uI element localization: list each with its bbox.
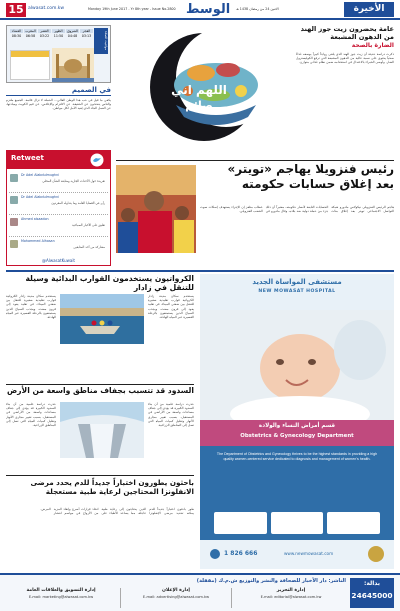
venezuela-photo: [116, 165, 196, 253]
dam-headline-block: [6, 384, 194, 398]
hijri-date: الاثنين 24 من رمضان 1438 هـ: [236, 7, 279, 11]
croatia-headline: الكرواتيون يستخدمون القوارب البدائية وسيلة للتنقل في زادار: [25, 274, 194, 292]
footer-dept-title: إدارة التسويق والعلاقات العامة: [26, 588, 96, 593]
illustration-line1: اللهم اني: [171, 83, 227, 97]
footer-dept-email[interactable]: E-mail: marketing@alwasat.com.kw: [28, 595, 94, 599]
weather-heading: في الصميم: [6, 86, 111, 96]
footer-dept-email[interactable]: E-mail: advertising@alwasat.com.kw: [142, 595, 210, 599]
ad-body-en: The Department of Obstetrics and Gynecology thrives to be the highest standards in providing a high quality women-centered service dedicated to diagnosis and management of women's health.: [216, 452, 378, 461]
dam-headline: السدود قد تتسبب بجفاف مناطق واسعة من الأرض: [6, 386, 194, 395]
ads-phone[interactable]: 24645000: [351, 591, 393, 600]
hospital-name-ar: مستشفى المواساة الجديد: [252, 278, 342, 286]
retweet-title: Retweet: [11, 154, 44, 162]
footer-dept-title: إدارة التحرير: [276, 588, 306, 593]
prayer-time: 06:58: [25, 34, 36, 38]
tweet-item[interactable]: [9, 171, 108, 193]
ad-web[interactable]: www.newmowasat.com: [284, 551, 334, 556]
sun-icon: [11, 51, 49, 57]
ramadan-illustration: [116, 25, 292, 155]
top-story-subhead: الضارة بالصحة: [351, 42, 394, 49]
prayer-box: [6, 25, 111, 83]
site-url[interactable]: alwasat.com.kw: [28, 6, 65, 11]
prayer-header: العشاء: [11, 29, 21, 33]
ads-label: بدالة:: [363, 580, 381, 587]
tweet-item[interactable]: [9, 237, 108, 259]
service-badge: [214, 512, 267, 534]
tweet-item[interactable]: [9, 193, 108, 215]
tweet-item[interactable]: [9, 215, 108, 237]
prayer-header: الظهر: [52, 29, 65, 33]
croatia-body: يستخدم سكان مدينة زادار الكرواتية قوارب تقليدية صغيرة للتنقل بين ضفتي الميناء، في تقليد يعود إلى قرون مضت، ويجذب السياح الذين يستمتعون بالرحلة القصيرة عبر المياه الهادئة.: [148, 294, 194, 320]
publisher-line: الناشر: دار الأخبار للصحافة والنشر والتوزيع ش.م.ك (مقفلة): [196, 578, 346, 584]
section-tab: الأخيرة: [344, 2, 394, 17]
prayer-time: 03:13: [81, 34, 92, 38]
weather-mini: [10, 50, 50, 80]
footer-dept: [6, 588, 116, 608]
hospital-ad[interactable]: [200, 274, 394, 569]
dept-name-ar: قسم أمراض النساء والولادة: [258, 423, 336, 429]
illustration-line2: صائم: [185, 99, 213, 112]
tweet-user[interactable]: Mohammed Alhasan: [21, 239, 55, 243]
prayer-header: الشروق: [67, 29, 78, 33]
top-story-body: ذكرت دراسة حديثة أن زيت جوز الهند الذي يلقى رواجاً كبيراً بوصفه غذاءً صحياً يحتوي على نسبة عالية من الدهون المشبعة التي ترفع الكوليسترول الضار. وأوصى الخبراء بالاعتدال في استخدامه ضمن نظام غذائي متوازن.: [296, 52, 394, 65]
prayer-time: 11:50: [53, 34, 64, 38]
flu-headline-block: [6, 475, 194, 505]
footer-dept: [236, 588, 346, 608]
service-badge: [327, 512, 380, 534]
page-footer: [0, 573, 400, 611]
section-rule: [6, 270, 394, 272]
weather-column: [6, 86, 111, 146]
dam-body: حذرت دراسة علمية من أن بناء السدود الكبيرة قد يؤدي إلى جفاف مساحات واسعة من الأراضي في المستقبل، بسبب تغيير مجاري الأنهار وتقليل كميات المياه التي تصل إلى المناطق الزراعية.: [148, 402, 194, 428]
footer-dept-email[interactable]: E-mail: editorial@alwasat.com.kw: [260, 595, 322, 599]
masthead: [0, 0, 400, 20]
tweet-user[interactable]: Ahmed alsaadon: [21, 217, 49, 221]
hospital-logo-icon: [368, 546, 384, 562]
venezuela-headline-block: [200, 162, 394, 202]
prayer-header: الفجر: [80, 29, 93, 33]
tweet-text: تغريدة حول الأحداث الجارية ومتابعة الشأن المحلي: [42, 179, 105, 183]
ad-footer: [200, 540, 394, 569]
prayer-time: 04:48: [67, 34, 78, 38]
weather-body: يكفي ما قيل في حب هذا الوطن الغالي... الحملة لا تزال قائمة. الجميع ملتزم والناس يتحدثون عن الحقيقة. عن الالتزام والإخلاص، عن قيم الكويت ومبادئها، عن العمل الجاد الذي يُعيد الأمل لكل مواطن.: [6, 98, 111, 111]
twitter-bird-icon: [90, 153, 104, 167]
footer-departments: [6, 588, 346, 608]
tweet-text: تعليق على الأخبار الصباحية: [71, 223, 105, 227]
divider: [116, 160, 394, 161]
dept-name-en: Obstetrics & Gynecology Department: [240, 433, 354, 439]
avatar: [10, 218, 18, 226]
tweet-user[interactable]: Dr Adel Alabdulmughni: [21, 173, 60, 177]
mosque-illustration: [52, 48, 94, 82]
dept-band: [200, 420, 394, 446]
venezuela-headline: رئيس فنزويلا يهاجم «تويتر»: [227, 162, 394, 176]
brand-logo: الوسط: [186, 2, 231, 17]
croatia-body-col2: يستخدم سكان مدينة زادار الكرواتية قوارب تقليدية صغيرة للتنقل بين ضفتي الميناء، في تقليد يعود إلى قرون مضت، ويجذب السياح الذين يستمتعون بالرحلة القصيرة عبر المياه الهادئة.: [6, 294, 56, 320]
baby-photo: [200, 310, 394, 420]
ad-phone[interactable]: 1 826 666: [224, 550, 258, 557]
prayer-table: [10, 29, 93, 38]
prayer-times: [10, 34, 93, 38]
page-number: 15: [6, 3, 26, 17]
venezuela-body: هاجم الرئيس الفنزويلي نيكولاس مادورو شبكة التواصل الاجتماعي تويتر بعد إغلاق مئات الحسابات التابعة لأنصار حكومته، معتبراً أن ذلك جزء من حملة دولية ضد بلاده. وقال مادورو في خطاب متلفز إن الإجراء يستهدف إسكات صوت الشعب الفنزويلي.: [200, 205, 394, 214]
flu-headline: باحثون يطورون اختباراً جديداً للدم يحدد مرضى: [30, 478, 194, 487]
service-badge: [271, 512, 324, 534]
flu-headline2: الانفلونزا المحتاجين لرعاية طبية مستعجلة: [45, 487, 194, 496]
avatar: [10, 174, 18, 182]
venezuela-headline2: بعد إغلاق حسابات حكومته: [241, 177, 394, 191]
avatar: [10, 240, 18, 248]
phone-icon: [210, 549, 220, 559]
top-story-headline: عامة يحضرون زيت جوز الهند من الدهون المشبعة: [300, 25, 394, 41]
date-line: Monday 19th June 2017 - Yr 8th year - Issue No.2800: [88, 7, 176, 11]
tweet-text: رأي في القضايا العامة وما يتداوله المغردون: [51, 201, 105, 205]
hospital-name-en: NEW MOWASAT HOSPITAL: [258, 289, 336, 294]
footer-dept-title: إدارة الإعلان: [161, 588, 190, 593]
croatia-photo: [60, 294, 144, 344]
dam-body-col2: حذرت دراسة علمية من أن بناء السدود الكبيرة قد يؤدي إلى جفاف مساحات واسعة من الأراضي في المستقبل، بسبب تغيير مجاري الأنهار وتقليل كميات المياه التي تصل إلى المناطق الزراعية.: [6, 402, 56, 428]
top-story: [296, 25, 394, 165]
prayer-label: مواقيت الصلاة: [94, 28, 108, 54]
retweet-box: [6, 150, 111, 266]
ad-top-band: [200, 274, 394, 310]
avatar: [10, 196, 18, 204]
prayer-header: المغرب: [25, 29, 36, 33]
retweet-handle[interactable]: @AlwasatKuwait: [41, 258, 76, 263]
prayer-time: 08:30: [11, 34, 22, 38]
dam-photo: [60, 402, 144, 458]
prayer-headers: [10, 29, 93, 33]
prayer-header: العصر: [38, 29, 51, 33]
ad-services: [214, 512, 380, 534]
footer-dept: [120, 588, 232, 608]
tweet-text: مشاركة من أحد المتابعين: [73, 245, 105, 249]
tweet-user[interactable]: Dr Adel Alabdulmughni: [21, 195, 60, 199]
retweet-list: [9, 171, 108, 259]
croatia-headline-block: [6, 274, 194, 292]
retweet-header: [7, 151, 110, 169]
prayer-time: 03:22: [39, 34, 50, 38]
flu-body: طور باحثون اختباراً جديداً للدم يمكنه تحديد مرضى الإنفلونزا الذين يحتاجون إلى رعاية طبية عاجلة، مما يساعد الأطباء على اتخاذ قرارات أسرع وإنقاذ المزيد من الأرواح في مواسم انتشار المرض.: [40, 507, 194, 516]
ads-box: [350, 578, 394, 608]
